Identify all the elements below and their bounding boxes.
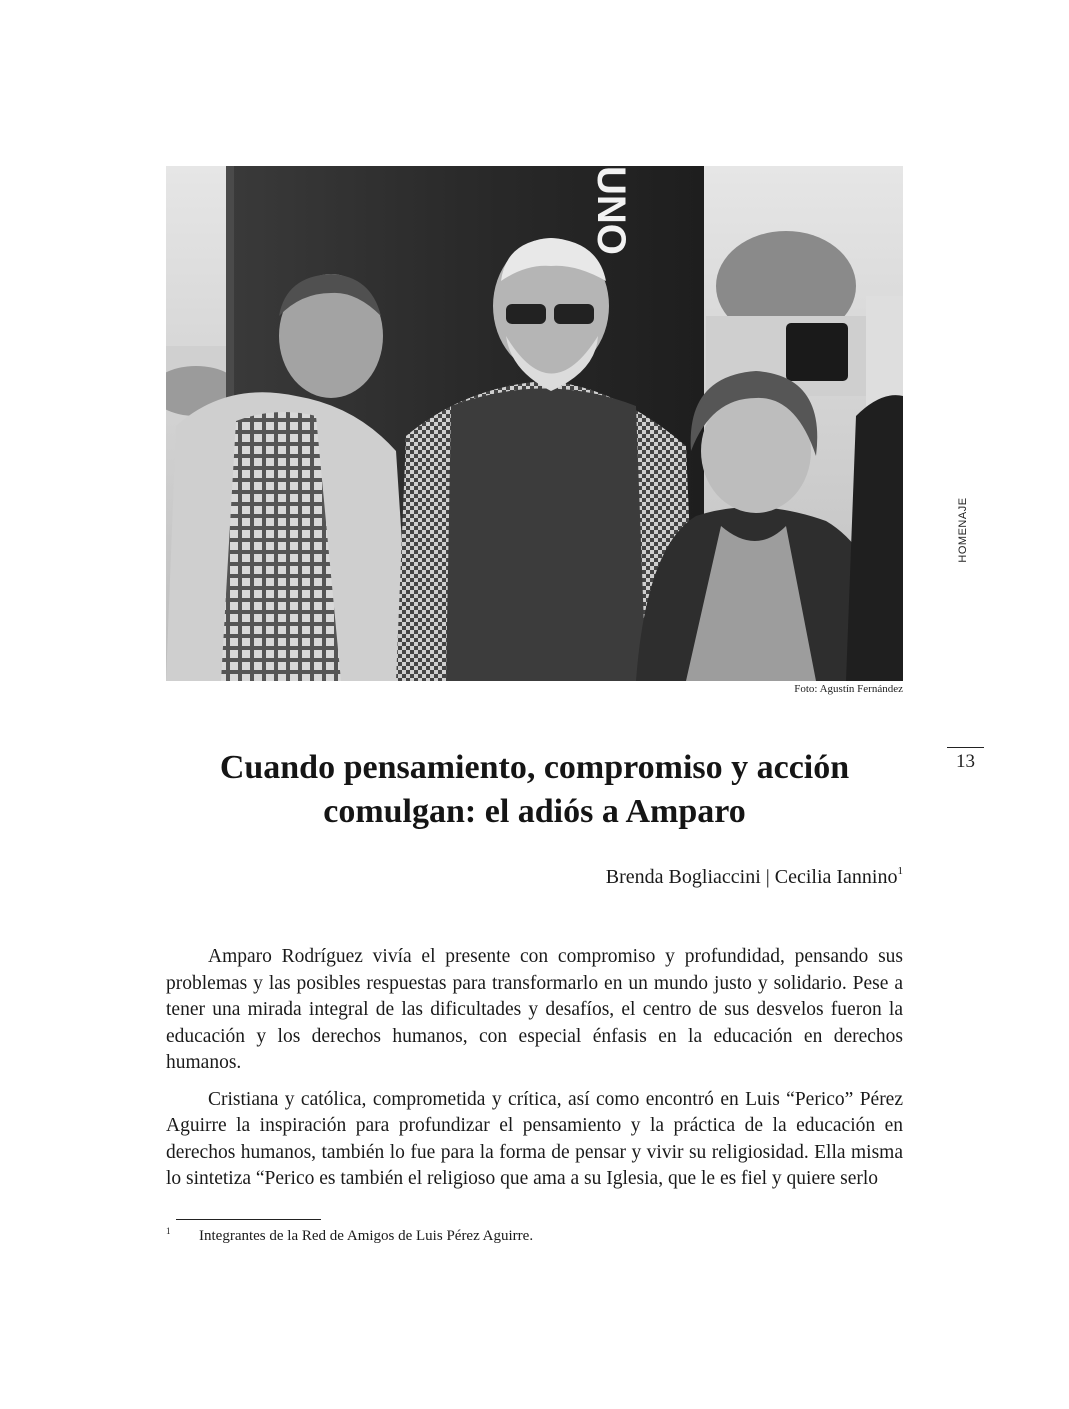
article-photo: [166, 166, 903, 681]
title-line-2: comulgan: el adiós a Amparo: [323, 793, 746, 830]
photo-caption: Foto: Agustín Fernández: [794, 683, 903, 695]
section-label: [948, 495, 978, 565]
footnote-text: Integrantes de la Red de Amigos de Luis Pérez Aguirre.: [199, 1228, 534, 1244]
body-paragraph: Cristiana y católica, comprometida y crítica, así como encontró en Luis “Perico” Pérez Aguirre la inspiración para profundizar el pensamiento y la práctica de la educación en derechos humanos, también lo fue para la forma de pensar y vivir su religiosidad. Ella misma lo sintetiza “Perico es también el religioso que ama a su Iglesia, que le es fiel y quiere serlo: [166, 1088, 903, 1189]
page-number: 13: [956, 751, 975, 772]
article-body: [166, 944, 903, 1203]
article-title: [166, 746, 903, 834]
photo-three-people-icon: [166, 166, 903, 681]
page-number-rule: [947, 747, 984, 748]
author-footnote-ref: 1: [897, 865, 903, 878]
footnote-mark: 1: [166, 1226, 171, 1236]
body-paragraph: Amparo Rodríguez vivía el presente con compromiso y profundidad, pensando sus problemas y las posibles respuestas para transformarlo en un mundo justo y solidario. Pese a tener una mirada integral de las dificultades y desafíos, el centro de sus desvelos fueron la educación y los derechos humanos, con especial énfasis en la educación en derechos humanos.: [166, 946, 903, 1073]
section-label-text: HOMENAJE: [957, 497, 969, 563]
article-authors: [400, 866, 903, 889]
title-line-1: Cuando pensamiento, compromiso y acción: [219, 749, 850, 786]
footnote-rule: [176, 1219, 321, 1220]
author-names: Brenda Bogliaccini | Cecilia Iannino: [605, 866, 898, 888]
sign-fragment: UNO: [589, 166, 633, 255]
